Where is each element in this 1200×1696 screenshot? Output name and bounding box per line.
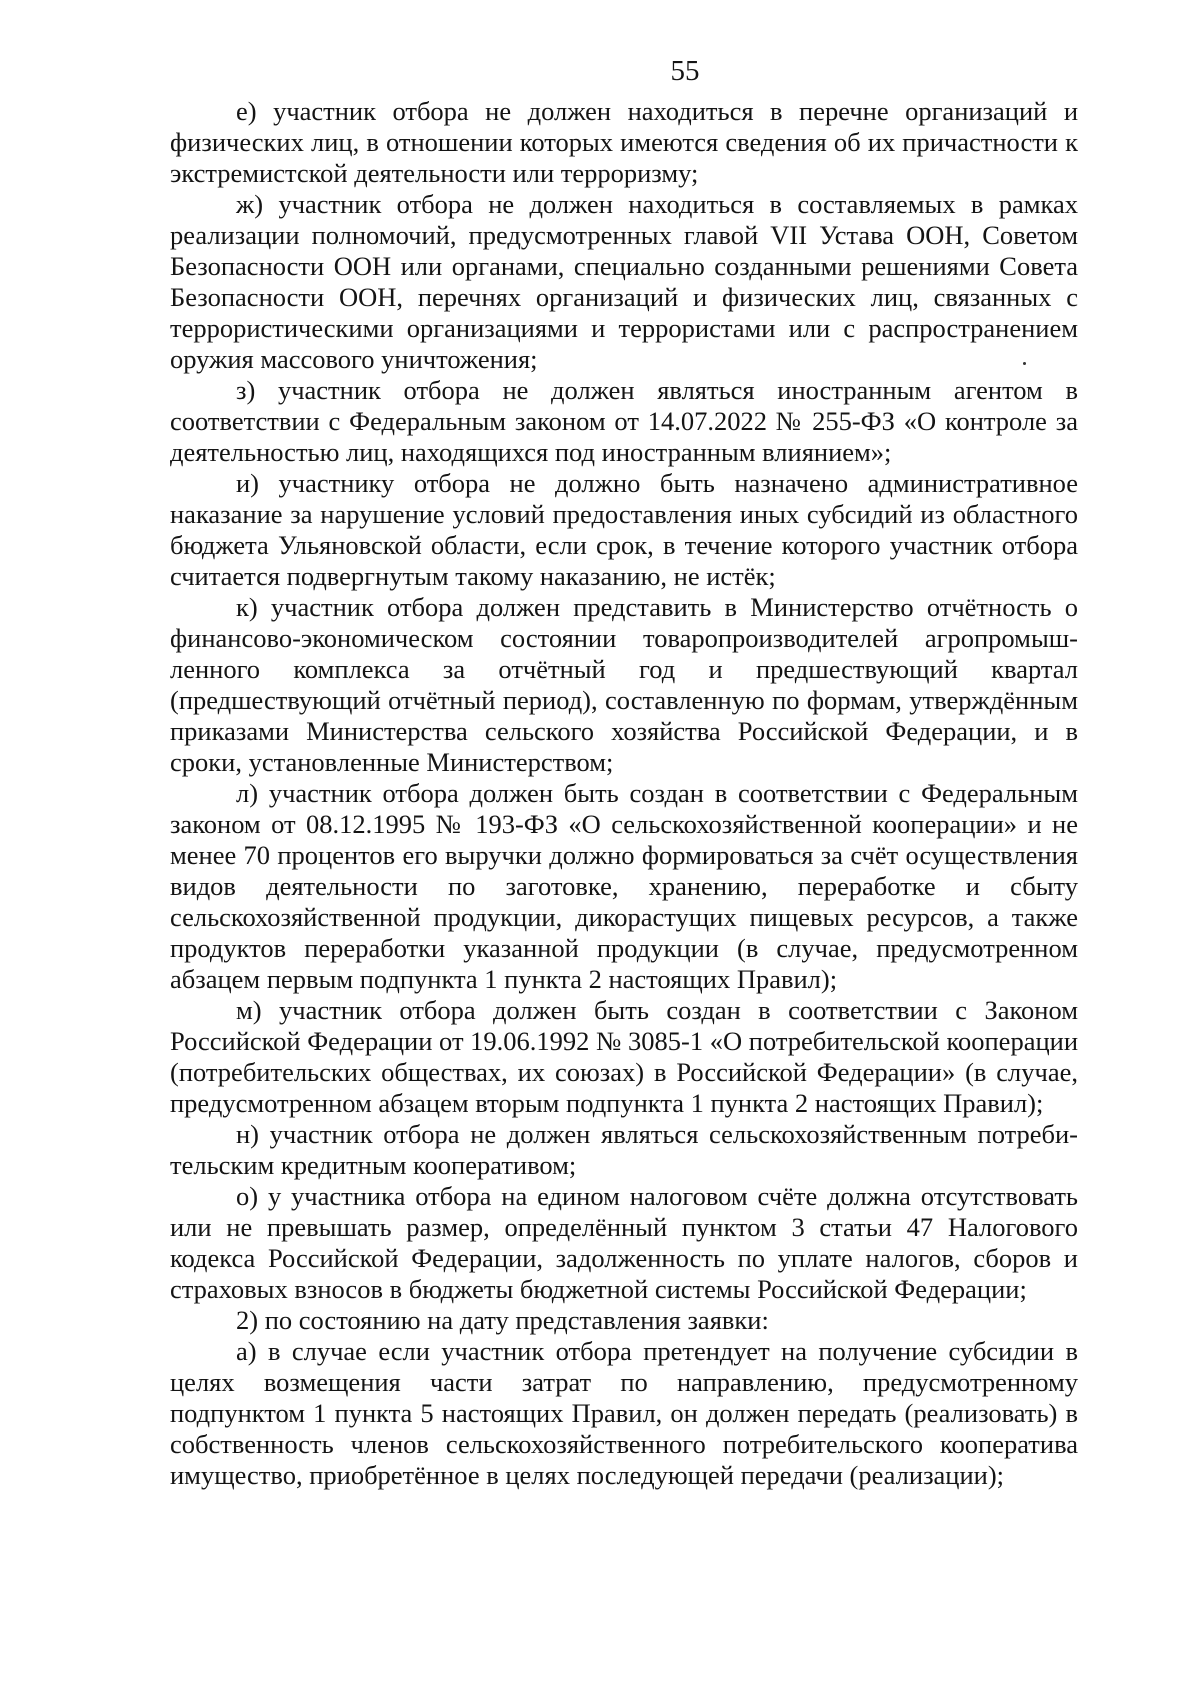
document-body <box>170 96 1078 1491</box>
paragraph-l: л) участник отбора должен быть создан в соответствии с Федеральным законом от 08.12.1995 № 193-ФЗ «О сельскохозяйственной кооперации» и не менее 70 процентов его выручки должно формироваться за счёт осуществления видов деятельности по заготовке, хранению, переработке и сбыту сельскохозяйственной продукции, дикорастущих пищевых ресурсов, а также продуктов переработки указанной продукции (в случае, предусмотренном абзацем первым подпункта 1 пункта 2 настоящих Правил); <box>170 778 1078 994</box>
paragraph-n: н) участник отбора не должен являться сельскохозяйственным потребительским кредитным кооперативом; <box>170 1119 1078 1180</box>
paragraph-e: е) участник отбора не должен находиться в перечне организаций и физических лиц, в отношении которых имеются сведения об их причастности к экстремистской деятельности или терроризму; <box>170 96 1078 188</box>
paragraph-k: к) участник отбора должен представить в Министерство отчётность о финансово-экономическом состоянии товаропроизводителей агропромышленного комплекса за отчётный год и предшествующий квартал (предшествующий отчётный период), составленную по формам, утверждённым приказами Министерства сельского хозяйства Российской Федерации, и в сроки, установленные Министерством; <box>170 592 1078 777</box>
paragraph-i: и) участнику отбора не должно быть назначено административное наказание за нарушение условий предоставления иных субсидий из областного бюджета Ульяновской области, если срок, в течение которого участник отбора считается подвергнутым такому наказанию, не истёк; <box>170 468 1078 591</box>
paragraph-z: з) участник отбора не должен являться иностранным агентом в соответствии с Федеральным законом от 14.07.2022 № 255-ФЗ «О контроле за деятельностью лиц, находящихся под иностранным влиянием»; <box>170 375 1078 467</box>
page-number: 55 <box>670 55 700 87</box>
paragraph-2a: а) в случае если участник отбора претендует на получение субсидии в целях возмещения части затрат по направлению, предусмотренному подпунктом 1 пункта 5 настоящих Правил, он должен передать (реализовать) в собственность членов сельскохозяйственного потребительского кооператива имущество, приобретённое в целях последующей передачи (реализации); <box>170 1336 1078 1490</box>
paragraph-2: 2) по состоянию на дату представления заявки: <box>236 1305 769 1335</box>
paragraph-o: о) у участника отбора на едином налоговом счёте должна отсутствовать или не превышать размер, определённый пунктом 3 статьи 47 Налогового кодекса Российской Федерации, задолженность по уплате налогов, сборов и страховых взносов в бюджеты бюджетной системы Российской Федерации; <box>170 1181 1078 1304</box>
paragraph-m: м) участник отбора должен быть создан в соответствии с Законом Российской Федерации от 19.06.1992 № 3085-1 «О потребительской кооперации (потребительских обществах, их союзах) в Российской Федерации» (в случае, предусмотренном абзацем вторым подпункта 1 пункта 2 настоящих Правил); <box>170 995 1078 1118</box>
paragraph-zh: ж) участник отбора не должен находиться в составляемых в рамках реализации полномочий, предусмотренных главой VII Устава ООН, Советом Безопасности ООН или органами, специально созданными решениями Совета Безопасности ООН, перечнях организаций и физических лиц, связанных с террористическими организациями и террористами или с распространением оружия массового уничтожения; <box>170 189 1078 374</box>
